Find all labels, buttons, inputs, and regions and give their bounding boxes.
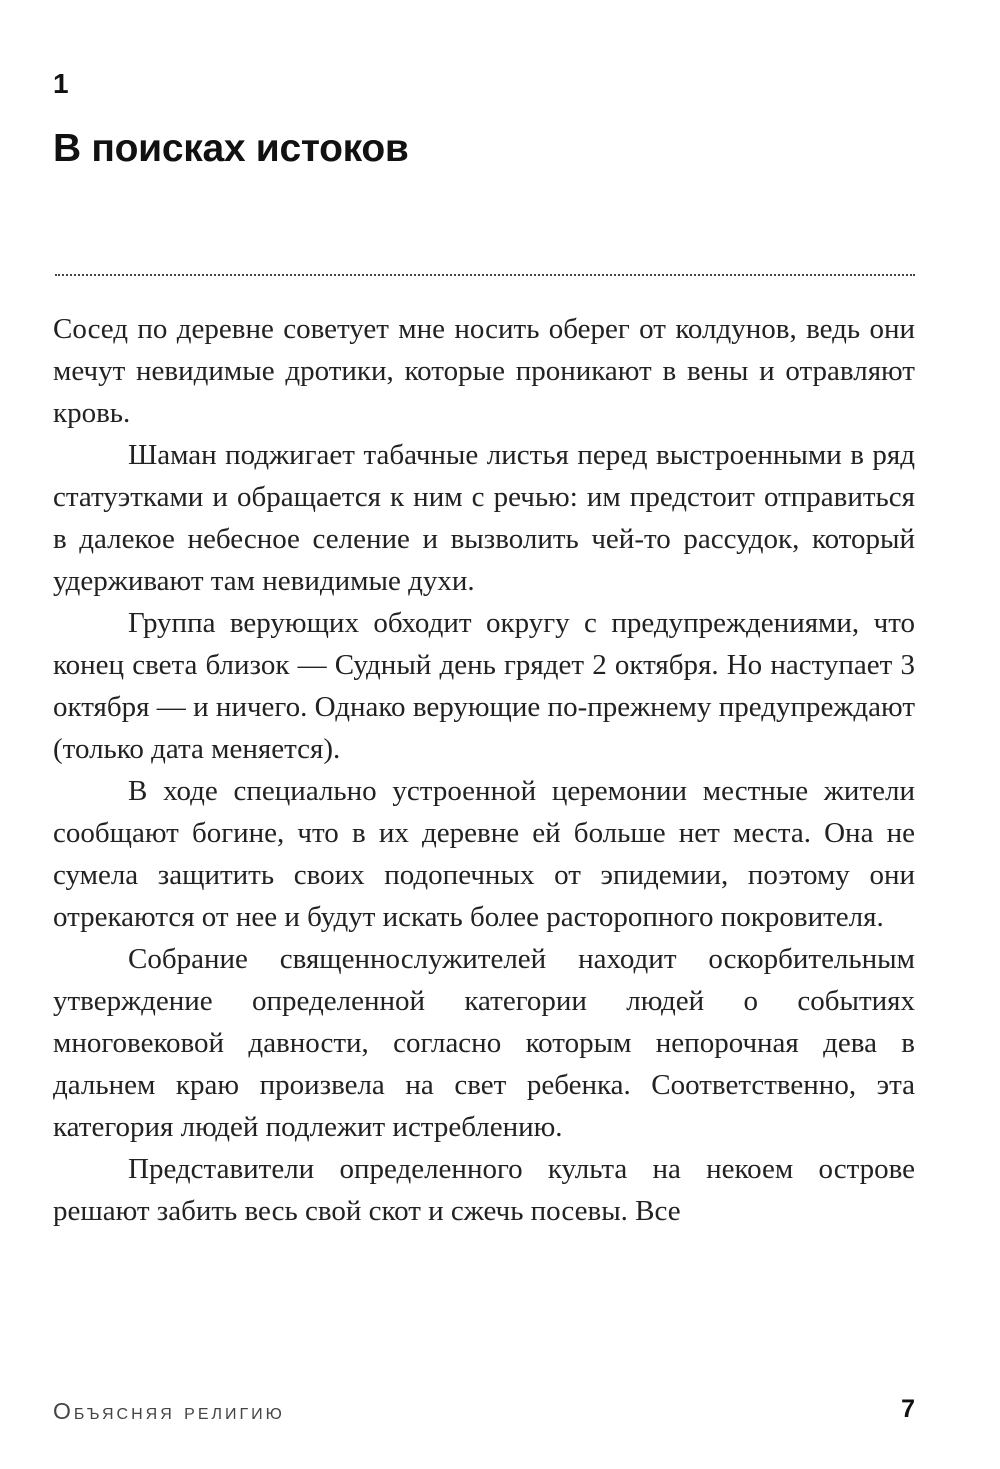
section-divider (55, 274, 915, 276)
chapter-title: В поисках истоков (53, 127, 409, 170)
paragraph: Собрание священнослужителей находит оскорбительным утверждение определенной категории людей о событиях многовековой давности, согласно которым непорочная дева в дальнем краю произвела на свет ребенка. Соответственно, эта категория людей подлежит истреблению. (53, 943, 915, 1143)
paragraph: Представители определенного культа на некоем острове решают забить весь свой скот и сжечь посевы. Все (53, 1153, 915, 1227)
paragraph: Сосед по деревне советует мне носить оберег от колдунов, ведь они мечут невидимые дротики, которые проникают в вены и отравляют кровь. (53, 313, 915, 429)
paragraph: Шаман поджигает табачные листья перед выстроенными в ряд статуэтками и обращается к ним с речью: им предстоит отправиться в далекое небесное селение и вызволить чей-то рассудок, который удерживают там невидимые духи. (53, 439, 915, 597)
paragraph: В ходе специально устроенной церемонии местные жители сообщают богине, что в их деревне ей больше нет места. Она не сумела защитить своих подопечных от эпидемии, поэтому они отрекаются от нее и будут искать более расторопного покровителя. (53, 775, 915, 933)
chapter-number: 1 (53, 68, 69, 99)
page-number: 7 (901, 1395, 915, 1423)
running-footer: Объясняя религию (53, 1398, 285, 1424)
body-text (53, 308, 915, 1232)
paragraph: Группа верующих обходит округу с предупреждениями, что конец света близок — Судный день грядет 2 октября. Но наступает 3 октября — и ничего. Однако верующие по-прежнему предупреждают (только дата меняется). (53, 607, 915, 765)
